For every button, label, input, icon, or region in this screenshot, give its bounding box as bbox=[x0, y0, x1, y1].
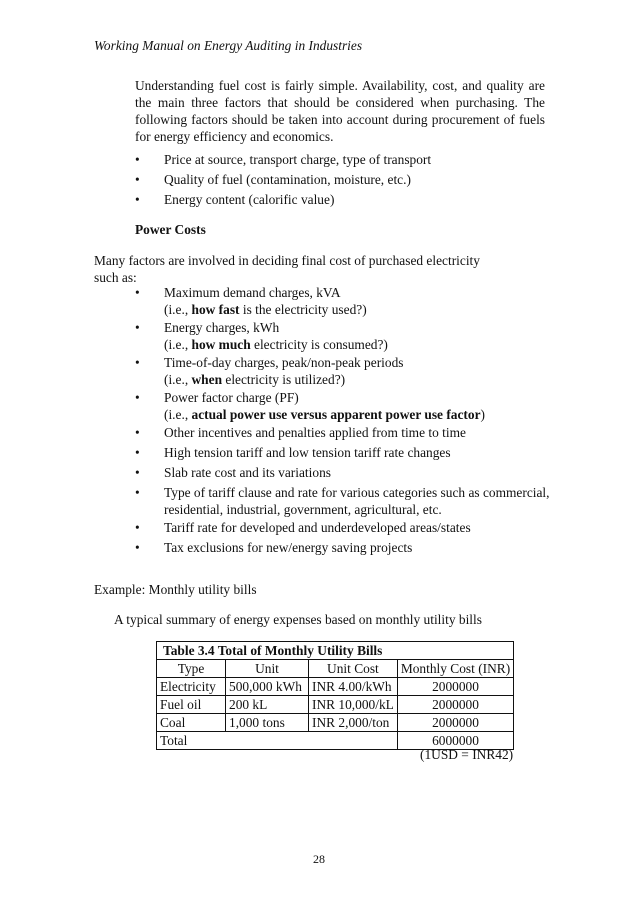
power-bullet-3-line1: Time-of-day charges, peak/non-peak periods bbox=[164, 355, 404, 370]
bullet-mark: • bbox=[135, 390, 140, 405]
cell-type: Fuel oil bbox=[157, 696, 226, 714]
power-bullet-10: Tax exclusions for new/energy saving projects bbox=[164, 540, 413, 555]
col-header-type: Type bbox=[157, 660, 226, 678]
table-row bbox=[157, 678, 514, 696]
fuel-cost-paragraph: Understanding fuel cost is fairly simple. Availability, cost, and quality are the main three factors that should be considered when purchasing. The following factors should be taken into account during procurement of fuels for energy efficiency and economics. bbox=[135, 78, 545, 144]
cell-unit-cost: INR 10,000/kL bbox=[309, 696, 398, 714]
cell-monthly-cost: 2000000 bbox=[397, 714, 513, 732]
cell-unit: 200 kL bbox=[226, 696, 309, 714]
power-bullet-3-line2: (i.e., when electricity is utilized?) bbox=[164, 371, 346, 387]
bullet-mark: • bbox=[135, 355, 140, 370]
power-bullet-8 bbox=[164, 485, 550, 518]
power-bullet-6: High tension tariff and low tension tariff rate changes bbox=[164, 445, 451, 460]
power-costs-intro: Many factors are involved in deciding final cost of purchased electricity such as: bbox=[94, 253, 480, 285]
power-bullet-1-line2: (i.e., how fast is the electricity used?) bbox=[164, 301, 367, 317]
power-bullet-2 bbox=[164, 320, 388, 353]
fuel-bullet-2: Quality of fuel (contamination, moisture, etc.) bbox=[164, 172, 411, 187]
running-header: Working Manual on Energy Auditing in Industries bbox=[94, 38, 363, 53]
power-bullet-8-line2: residential, industrial, government, agricultural, etc. bbox=[164, 501, 442, 517]
power-bullet-4-line2: (i.e., actual power use versus apparent power use factor) bbox=[164, 406, 485, 422]
fuel-bullet-3: Energy content (calorific value) bbox=[164, 192, 335, 207]
bullet-mark: • bbox=[135, 540, 140, 555]
cell-type: Electricity bbox=[157, 678, 226, 696]
currency-note: (1USD = INR42) bbox=[420, 747, 514, 762]
bullet-mark: • bbox=[135, 485, 140, 500]
table-row bbox=[157, 714, 514, 732]
total-label: Total bbox=[157, 732, 398, 750]
example-summary: A typical summary of energy expenses based on monthly utility bills bbox=[114, 612, 482, 627]
table-title-row bbox=[157, 642, 514, 660]
bullet-mark: • bbox=[135, 320, 140, 335]
bullet-mark: • bbox=[135, 425, 140, 440]
power-bullet-1 bbox=[164, 285, 367, 318]
power-bullet-1-line1: Maximum demand charges, kVA bbox=[164, 285, 341, 300]
power-bullet-4 bbox=[164, 390, 485, 423]
power-bullet-8-line1: Type of tariff clause and rate for various categories such as commercial, bbox=[164, 485, 550, 500]
col-header-unit: Unit bbox=[226, 660, 309, 678]
col-header-unit-cost: Unit Cost bbox=[309, 660, 398, 678]
utility-bills-table bbox=[156, 641, 514, 750]
bullet-mark: • bbox=[135, 285, 140, 300]
fuel-bullet-1: Price at source, transport charge, type of transport bbox=[164, 152, 432, 167]
bullet-mark: • bbox=[135, 445, 140, 460]
power-bullet-3 bbox=[164, 355, 403, 388]
table-row bbox=[157, 696, 514, 714]
cell-unit-cost: INR 4.00/kWh bbox=[309, 678, 398, 696]
power-bullet-5: Other incentives and penalties applied from time to time bbox=[164, 425, 466, 440]
bullet-mark: • bbox=[135, 520, 140, 535]
page-number: 28 bbox=[313, 852, 325, 866]
cell-unit: 1,000 tons bbox=[226, 714, 309, 732]
bullet-mark: • bbox=[135, 152, 140, 167]
cell-unit: 500,000 kWh bbox=[226, 678, 309, 696]
cell-monthly-cost: 2000000 bbox=[397, 678, 513, 696]
example-label: Example: Monthly utility bills bbox=[94, 582, 257, 597]
power-bullet-9: Tariff rate for developed and underdeveloped areas/states bbox=[164, 520, 471, 535]
power-bullet-7: Slab rate cost and its variations bbox=[164, 465, 331, 480]
cell-monthly-cost: 2000000 bbox=[397, 696, 513, 714]
power-bullet-2-line1: Energy charges, kWh bbox=[164, 320, 280, 335]
col-header-monthly-cost: Monthly Cost (INR) bbox=[397, 660, 513, 678]
table-title: Table 3.4 Total of Monthly Utility Bills bbox=[157, 642, 514, 660]
table-header-row bbox=[157, 660, 514, 678]
power-costs-heading: Power Costs bbox=[135, 222, 206, 237]
bullet-mark: • bbox=[135, 465, 140, 480]
power-bullet-4-line1: Power factor charge (PF) bbox=[164, 390, 299, 405]
bullet-mark: • bbox=[135, 192, 140, 207]
total-value: 6000000 bbox=[397, 732, 513, 750]
cell-unit-cost: INR 2,000/ton bbox=[309, 714, 398, 732]
cell-type: Coal bbox=[157, 714, 226, 732]
bullet-mark: • bbox=[135, 172, 140, 187]
power-bullet-2-line2: (i.e., how much electricity is consumed?) bbox=[164, 336, 388, 352]
